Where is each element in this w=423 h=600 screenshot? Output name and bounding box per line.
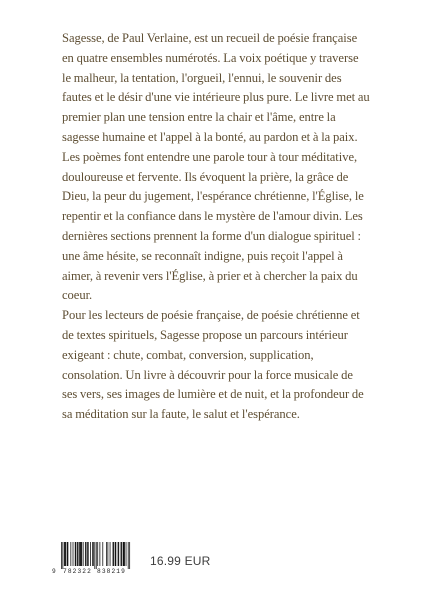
barcode-bar-18: [85, 542, 86, 566]
barcode-bar-29: [102, 542, 103, 566]
barcode-bar-35: [115, 542, 116, 566]
barcode-bar-16: [81, 542, 82, 566]
description-paragraph-3: Pour les lecteurs de poésie française, de poésie chrétienne et de textes spirituels, Sagesse propose un parcours intérieur exigeant : chute, combat, conversion, supplication, consolation. Un livre à découvrir pour la force musicale de ses vers, ses images de lumière et de nuit, et la profondeur de sa méditation sur la faute, le salut et l'espérance.: [62, 308, 364, 422]
barcode-bars: [52, 542, 132, 569]
barcode-bar-11: [77, 542, 78, 566]
barcode-bar-28: [99, 542, 100, 566]
barcode-bar-24: [93, 542, 94, 566]
barcode-bar-10: [76, 542, 77, 566]
barcode-bar-14: [80, 542, 81, 566]
barcode-bar-43: [124, 542, 125, 566]
barcode-bar-9: [75, 542, 76, 566]
barcode-bar-42: [123, 542, 124, 566]
barcode-bar-1: [62, 542, 63, 569]
barcode-bar-34: [113, 542, 114, 566]
barcode-bar-26: [96, 542, 97, 569]
barcode-digits: [52, 568, 132, 578]
barcode-bar-27: [97, 542, 98, 566]
barcode-bar-0: [61, 542, 62, 569]
description-paragraph-2: Les poèmes font entendre une parole tour à tour méditative, douloureuse et fervente. Ils évoquent la prière, la grâce de Dieu, la peur du jugement, l'espérance chrétienne, l'Église, le repentir et la confiance dans le mystère de l'amour divin. Les dernières sections prennent la forme d'un dialogue spirituel : une âme hésite, se reconnaît indigne, puis reçoit l'appel à aimer, à revenir vers l'Église, à prier et à chercher la paix du coeur.: [62, 149, 364, 303]
barcode-bar-32: [110, 542, 111, 566]
barcode-bar-15: [81, 542, 82, 566]
barcode-bar-3: [65, 542, 66, 566]
barcode-bar-36: [115, 542, 116, 566]
barcode-bar-2: [64, 542, 65, 566]
barcode-bar-39: [121, 542, 122, 566]
barcode-bar-20: [87, 542, 88, 566]
description-paragraph-1: Sagesse, de Paul Verlaine, est un recueil de poésie française en quatre ensembles numérotés. La voix poétique y traverse le malheur, la tentation, l'orgueil, l'ennui, le souvenir des fautes et le désir d'une vie intérieure plus pure. Le livre met au premier plan une tension entre la chair et l'âme, entre la sagesse humaine et l'appel à la bonté, au pardon et à la paix.: [62, 31, 370, 144]
barcode-bar-17: [83, 542, 84, 566]
barcode-right-group: 838219: [97, 568, 126, 575]
barcode-bar-37: [118, 542, 119, 566]
barcode-first-digit: 9: [52, 568, 56, 575]
barcode-bar-38: [118, 542, 119, 566]
barcode-bar-7: [70, 542, 71, 566]
barcode-bar-21: [88, 542, 89, 566]
barcode-bar-33: [113, 542, 114, 566]
barcode-bar-31: [107, 542, 108, 566]
barcode-left-group: 782322: [63, 568, 92, 575]
barcode-bar-5: [67, 542, 68, 566]
price-label: 16.99 EUR: [150, 554, 211, 568]
barcode-bar-22: [90, 542, 91, 566]
barcode-bar-19: [86, 542, 87, 566]
barcode-bar-8: [73, 542, 74, 566]
barcode-bar-12: [78, 542, 79, 566]
barcode-bar-4: [65, 542, 66, 566]
isbn-barcode: [52, 542, 132, 578]
barcode-bar-44: [126, 542, 127, 566]
barcode-bar-30: [106, 542, 107, 566]
barcode-bar-45: [128, 542, 129, 569]
barcode-bar-40: [121, 542, 122, 566]
barcode-bar-23: [92, 542, 93, 566]
back-cover-description: [62, 29, 370, 425]
barcode-bar-41: [123, 542, 124, 566]
barcode-bar-6: [68, 542, 69, 566]
barcode-bar-25: [94, 542, 95, 569]
barcode-bar-46: [129, 542, 130, 569]
barcode-bar-13: [79, 542, 80, 566]
